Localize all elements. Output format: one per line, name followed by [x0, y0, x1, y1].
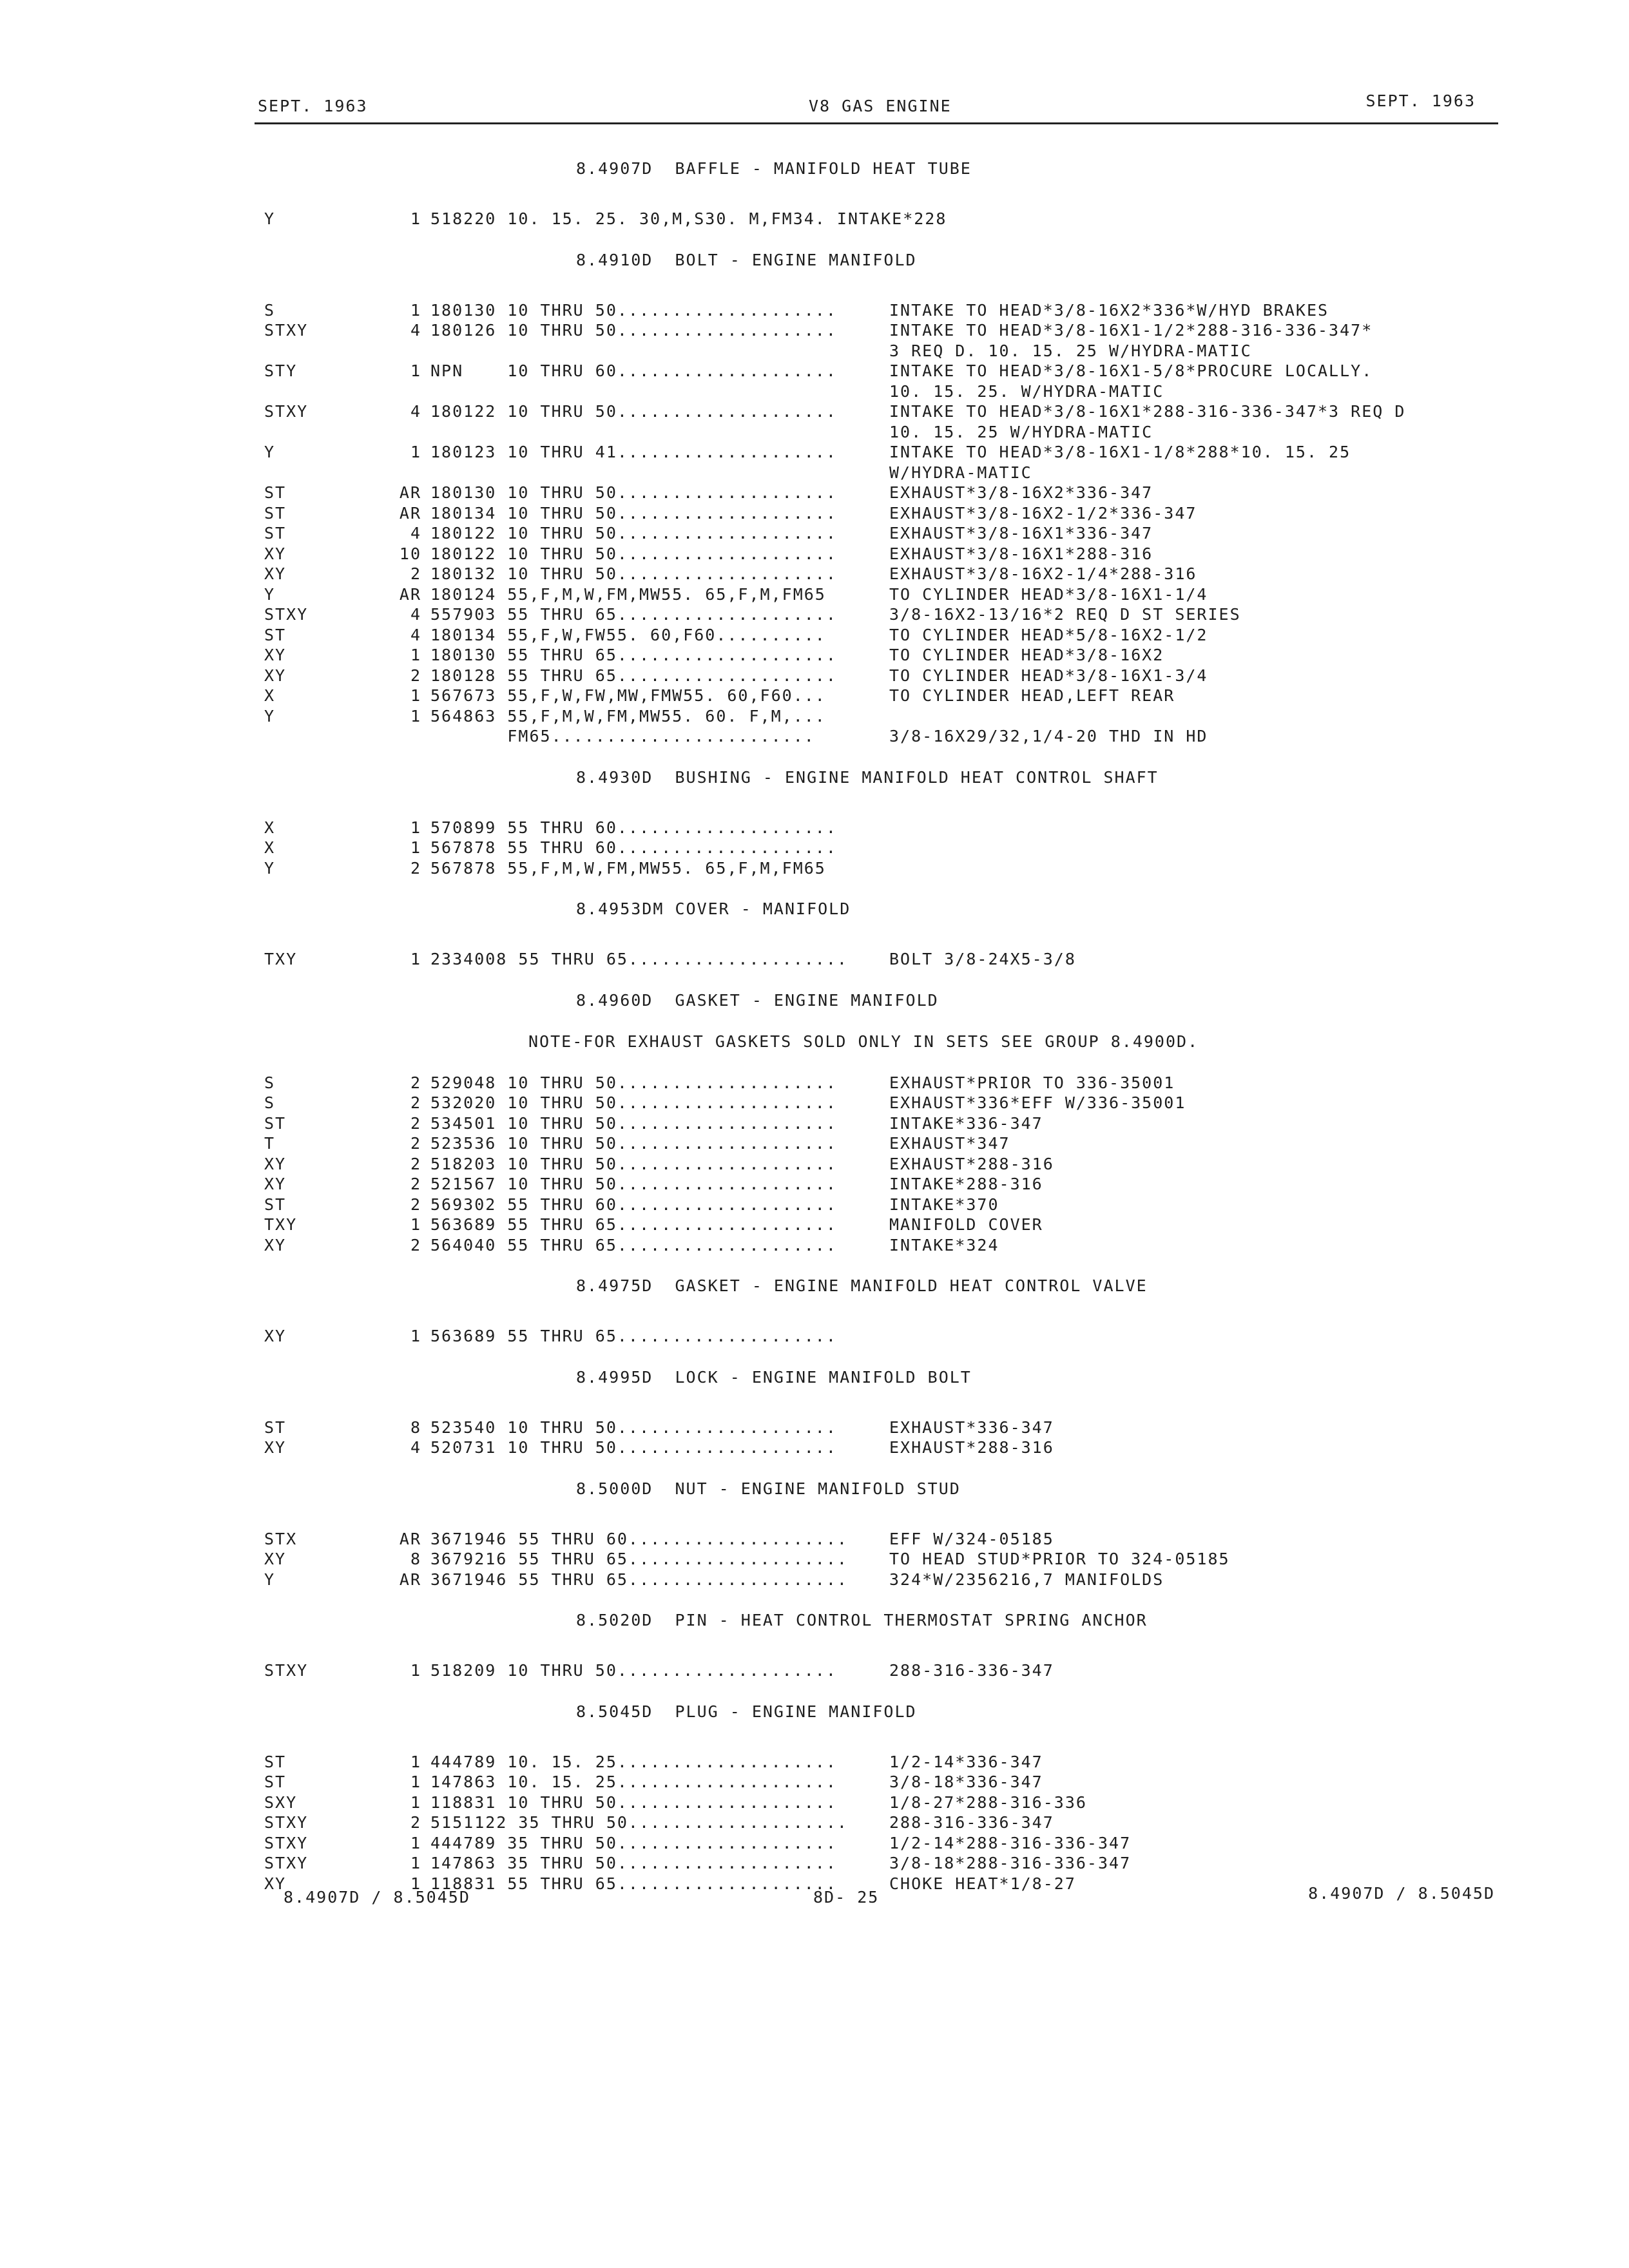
- section-heading: [264, 899, 1489, 941]
- section-title: 8.4953DM COVER - MANIFOLD: [576, 899, 851, 918]
- part-row: [264, 1570, 1489, 1591]
- model-codes: STY: [264, 361, 298, 380]
- section-title: 8.4960D GASKET - ENGINE MANIFOLD: [576, 990, 939, 1010]
- quantity: 2: [410, 1134, 421, 1153]
- model-codes: ST: [264, 1418, 287, 1437]
- part-row: [264, 524, 1489, 544]
- quantity: 1: [410, 361, 421, 380]
- model-codes: ST: [264, 1113, 287, 1133]
- quantity: 2: [410, 564, 421, 583]
- part-number-and-years: 520731 10 THRU 50....................: [430, 1438, 837, 1457]
- section-note: [264, 1032, 1489, 1073]
- quantity: AR: [399, 584, 421, 604]
- model-codes: X: [264, 818, 276, 837]
- part-number-and-years: 523536 10 THRU 50....................: [430, 1134, 837, 1153]
- part-row: [264, 402, 1489, 423]
- quantity: 8: [410, 1550, 421, 1568]
- spacer: [264, 970, 1489, 991]
- part-description: TO CYLINDER HEAD*3/8-16X1-1/4: [889, 584, 1208, 604]
- quantity: 2: [410, 1175, 421, 1193]
- section-heading: [264, 159, 1489, 200]
- quantity: 1: [410, 1773, 421, 1791]
- part-number-and-years: 518203 10 THRU 50....................: [430, 1154, 837, 1173]
- quantity: 1: [410, 1215, 421, 1234]
- part-description: 3 REQ D. 10. 15. 25 W/HYDRA-MATIC: [889, 341, 1252, 360]
- part-number-and-years: 567878 55 THRU 60....................: [430, 838, 837, 857]
- model-codes: STXY: [264, 1661, 309, 1680]
- part-description: EXHAUST*336-347: [889, 1418, 1054, 1437]
- part-description: CHOKE HEAT*1/8-27: [889, 1874, 1076, 1893]
- quantity: AR: [399, 483, 421, 502]
- model-codes: STXY: [264, 402, 309, 421]
- part-number-and-years: 180122 10 THRU 50....................: [430, 544, 837, 563]
- part-description: 288-316-336-347: [889, 1661, 1054, 1680]
- quantity: AR: [399, 1570, 421, 1589]
- part-number-and-years: 557903 55 THRU 65....................: [430, 605, 837, 624]
- quantity: 1: [410, 686, 421, 705]
- part-number-and-years: 180134 55,F,W,FW55. 60,F60..........: [430, 625, 826, 644]
- part-row: [264, 301, 1489, 322]
- part-number-and-years: 3671946 55 THRU 65....................: [430, 1570, 848, 1589]
- model-codes: XY: [264, 564, 287, 583]
- part-number-and-years: 523540 10 THRU 50....................: [430, 1418, 837, 1437]
- quantity: 1: [410, 706, 421, 726]
- part-row: [264, 1236, 1489, 1256]
- quantity: 4: [410, 321, 421, 340]
- header-date-right: SEPT. 1963: [1365, 91, 1476, 110]
- quantity: 1: [410, 443, 421, 461]
- model-codes: STXY: [264, 1833, 309, 1852]
- part-row: [264, 707, 1489, 727]
- section-heading: [264, 991, 1489, 1032]
- spacer: [264, 1256, 1489, 1276]
- model-codes: Y: [264, 1570, 276, 1589]
- quantity: 1: [410, 1854, 421, 1872]
- header-date-left: SEPT. 1963: [258, 97, 368, 115]
- part-row: [264, 1438, 1489, 1459]
- part-description: 1/2-14*288-316-336-347: [889, 1833, 1132, 1852]
- part-number-and-years: 180123 10 THRU 41....................: [430, 443, 837, 461]
- part-row: [264, 443, 1489, 463]
- model-codes: STXY: [264, 1854, 309, 1872]
- part-description: EXHAUST*336*EFF W/336-35001: [889, 1093, 1186, 1112]
- section-title: 8.4975D GASKET - ENGINE MANIFOLD HEAT CONTROL VALVE: [576, 1276, 1148, 1295]
- section-title: 8.4995D LOCK - ENGINE MANIFOLD BOLT: [576, 1367, 972, 1387]
- model-codes: XY: [264, 1550, 287, 1568]
- spacer: [264, 1347, 1489, 1368]
- model-codes: XY: [264, 544, 287, 563]
- model-codes: XY: [264, 1438, 287, 1457]
- model-codes: ST: [264, 524, 287, 543]
- quantity: 2: [410, 1113, 421, 1133]
- section-heading: [264, 1611, 1489, 1652]
- part-number-and-years: 444789 10. 15. 25....................: [430, 1752, 837, 1771]
- spacer: [264, 747, 1489, 768]
- section-heading: [264, 251, 1489, 292]
- quantity: 1: [410, 1792, 421, 1812]
- footer-range-right: 8.4907D / 8.5045D: [1308, 1884, 1495, 1903]
- part-row: [264, 209, 1489, 230]
- part-row: [264, 1530, 1489, 1550]
- part-row: [264, 727, 1489, 747]
- model-codes: TXY: [264, 950, 298, 968]
- part-description: BOLT 3/8-24X5-3/8: [889, 950, 1076, 968]
- part-description: 3/8-16X2-13/16*2 REQ D ST SERIES: [889, 605, 1241, 624]
- model-codes: XY: [264, 1235, 287, 1254]
- model-codes: T: [264, 1134, 276, 1153]
- quantity: 4: [410, 625, 421, 644]
- part-description: EXHAUST*288-316: [889, 1438, 1054, 1457]
- part-description: INTAKE TO HEAD*3/8-16X1*288-316-336-347*3 REQ D: [889, 402, 1406, 421]
- part-number-and-years: 3671946 55 THRU 60....................: [430, 1529, 848, 1548]
- part-description: EXHAUST*3/8-16X2*336-347: [889, 483, 1153, 502]
- part-row: [264, 483, 1489, 504]
- part-row: [264, 1215, 1489, 1236]
- spacer: [264, 230, 1489, 251]
- part-row: [264, 1773, 1489, 1793]
- model-codes: STX: [264, 1529, 298, 1548]
- model-codes: XY: [264, 1175, 287, 1193]
- spacer: [264, 200, 1489, 209]
- part-description: 10. 15. 25 W/HYDRA-MATIC: [889, 422, 1153, 441]
- section-heading: [264, 768, 1489, 809]
- quantity: 1: [410, 950, 421, 968]
- part-description: INTAKE TO HEAD*3/8-16X1-1/2*288-316-336-347*: [889, 321, 1373, 340]
- part-number-and-years: 147863 35 THRU 50....................: [430, 1854, 837, 1872]
- quantity: 2: [410, 1073, 421, 1092]
- footer-range-left: 8.4907D / 8.5045D: [284, 1888, 470, 1907]
- model-codes: ST: [264, 1195, 287, 1214]
- quantity: 2: [410, 666, 421, 685]
- part-row: [264, 1661, 1489, 1682]
- model-codes: TXY: [264, 1215, 298, 1234]
- part-number-and-years: 118831 10 THRU 50....................: [430, 1792, 837, 1812]
- part-row: [264, 666, 1489, 687]
- model-codes: Y: [264, 858, 276, 878]
- quantity: 1: [410, 300, 421, 320]
- quantity: 1: [410, 1327, 421, 1345]
- quantity: 4: [410, 402, 421, 421]
- model-codes: XY: [264, 1154, 287, 1173]
- quantity: 1: [410, 838, 421, 857]
- part-row: [264, 321, 1489, 341]
- section-heading: [264, 1479, 1489, 1521]
- part-row: [264, 686, 1489, 707]
- part-description: INTAKE*288-316: [889, 1175, 1043, 1193]
- part-description: 1/8-27*288-316-336: [889, 1792, 1087, 1812]
- section-title: 8.4907D BAFFLE - MANIFOLD HEAT TUBE: [576, 159, 972, 178]
- part-row: [264, 1327, 1489, 1347]
- spacer: [264, 1409, 1489, 1418]
- part-row: [264, 838, 1489, 859]
- page-number: 8D- 25: [813, 1888, 880, 1907]
- part-description: 288-316-336-347: [889, 1813, 1054, 1832]
- header-rule: [255, 122, 1498, 124]
- part-number-and-years: 3679216 55 THRU 65....................: [430, 1550, 848, 1568]
- section-title: 8.5020D PIN - HEAT CONTROL THERMOSTAT SPRING ANCHOR: [576, 1611, 1148, 1629]
- model-codes: STXY: [264, 605, 309, 624]
- part-number-and-years: 570899 55 THRU 60....................: [430, 818, 837, 837]
- model-codes: ST: [264, 625, 287, 644]
- part-number-and-years: 444789 35 THRU 50....................: [430, 1833, 837, 1852]
- section-heading: [264, 1276, 1489, 1318]
- spacer: [264, 1682, 1489, 1702]
- model-codes: S: [264, 300, 276, 320]
- section-title: 8.4910D BOLT - ENGINE MANIFOLD: [576, 250, 917, 269]
- model-codes: S: [264, 1093, 276, 1112]
- part-number-and-years: 567878 55,F,M,W,FM,MW55. 65,F,M,FM65: [430, 858, 826, 878]
- section-heading: [264, 1368, 1489, 1409]
- spacer: [264, 941, 1489, 950]
- part-number-and-years: 180130 10 THRU 50....................: [430, 300, 837, 320]
- page-header: [258, 91, 1495, 122]
- quantity: 4: [410, 1438, 421, 1457]
- spacer: [264, 1521, 1489, 1530]
- page-footer: [284, 1884, 1495, 1914]
- quantity: 2: [410, 1813, 421, 1832]
- quantity: 1: [410, 209, 421, 228]
- part-number-and-years: NPN 10 THRU 60....................: [430, 361, 837, 380]
- part-row: [264, 1418, 1489, 1439]
- part-row-continuation: [264, 382, 1489, 403]
- part-number-and-years: 180126 10 THRU 50....................: [430, 321, 837, 340]
- part-description: 324*W/2356216,7 MANIFOLDS: [889, 1570, 1164, 1589]
- model-codes: XY: [264, 646, 287, 664]
- model-codes: SXY: [264, 1792, 298, 1812]
- quantity: 1: [410, 818, 421, 837]
- part-number-and-years: 180128 55 THRU 65....................: [430, 666, 837, 685]
- header-title: V8 GAS ENGINE: [809, 97, 952, 115]
- part-row: [264, 859, 1489, 879]
- quantity: 2: [410, 858, 421, 878]
- part-description: INTAKE TO HEAD*3/8-16X1-5/8*PROCURE LOCALLY.: [889, 361, 1373, 380]
- part-number-and-years: 2334008 55 THRU 65....................: [430, 950, 848, 968]
- part-number-and-years: 563689 55 THRU 65....................: [430, 1215, 837, 1234]
- quantity: AR: [399, 503, 421, 523]
- model-codes: ST: [264, 1752, 287, 1771]
- model-codes: X: [264, 838, 276, 857]
- part-description: INTAKE*324: [889, 1235, 999, 1254]
- part-number-and-years: 521567 10 THRU 50....................: [430, 1175, 837, 1193]
- part-description: INTAKE TO HEAD*3/8-16X2*336*W/HYD BRAKES: [889, 300, 1329, 320]
- model-codes: Y: [264, 706, 276, 726]
- part-description: EXHAUST*PRIOR TO 336-35001: [889, 1073, 1175, 1092]
- part-description: TO CYLINDER HEAD*3/8-16X1-3/4: [889, 666, 1208, 685]
- model-codes: Y: [264, 443, 276, 461]
- part-description: EXHAUST*347: [889, 1134, 1010, 1153]
- part-description: INTAKE TO HEAD*3/8-16X1-1/8*288*10. 15. 25: [889, 443, 1351, 461]
- part-description: EFF W/324-05185: [889, 1529, 1054, 1548]
- part-description: 3/8-16X29/32,1/4-20 THD IN HD: [889, 727, 1208, 745]
- part-number-and-years: 180130 10 THRU 50....................: [430, 483, 837, 502]
- model-codes: STXY: [264, 1813, 309, 1832]
- part-row: [264, 1114, 1489, 1135]
- part-row: [264, 1854, 1489, 1874]
- quantity: 2: [410, 1154, 421, 1173]
- part-row: [264, 1550, 1489, 1570]
- part-row: [264, 1073, 1489, 1094]
- model-codes: ST: [264, 503, 287, 523]
- part-number-and-years: 5151122 35 THRU 50....................: [430, 1813, 848, 1832]
- part-description: TO HEAD STUD*PRIOR TO 324-05185: [889, 1550, 1230, 1568]
- quantity: 8: [410, 1418, 421, 1437]
- quantity: 1: [410, 1874, 421, 1893]
- part-description: INTAKE*370: [889, 1195, 999, 1214]
- quantity: 4: [410, 524, 421, 543]
- part-description: TO CYLINDER HEAD,LEFT REAR: [889, 686, 1175, 705]
- part-number-and-years: 564863 55,F,M,W,FM,MW55. 60. F,M,...: [430, 706, 826, 726]
- part-row: [264, 1813, 1489, 1834]
- quantity: AR: [399, 1529, 421, 1548]
- part-row: [264, 950, 1489, 970]
- part-row: [264, 1134, 1489, 1155]
- part-row: [264, 646, 1489, 666]
- part-number-and-years: 118831 55 THRU 65....................: [430, 1874, 837, 1893]
- spacer: [264, 1459, 1489, 1479]
- quantity: 1: [410, 1833, 421, 1852]
- part-description: 10. 15. 25. W/HYDRA-MATIC: [889, 381, 1164, 401]
- note-text: NOTE-FOR EXHAUST GASKETS SOLD ONLY IN SETS SEE GROUP 8.4900D.: [528, 1032, 1199, 1051]
- part-number-and-years: 180132 10 THRU 50....................: [430, 564, 837, 583]
- model-codes: ST: [264, 483, 287, 502]
- part-row: [264, 605, 1489, 626]
- model-codes: X: [264, 686, 276, 705]
- part-row: [264, 504, 1489, 524]
- part-number-and-years: 518220 10. 15. 25. 30,M,S30. M,FM34. INTAKE*228: [430, 209, 947, 228]
- part-number-and-years: 518209 10 THRU 50....................: [430, 1661, 837, 1680]
- model-codes: XY: [264, 1874, 287, 1893]
- part-row: [264, 1793, 1489, 1814]
- part-description: EXHAUST*3/8-16X2-1/4*288-316: [889, 564, 1197, 583]
- part-description: 3/8-18*288-316-336-347: [889, 1854, 1132, 1872]
- spacer: [264, 879, 1489, 899]
- part-description: TO CYLINDER HEAD*5/8-16X2-1/2: [889, 625, 1208, 644]
- quantity: 10: [399, 544, 421, 563]
- part-row-continuation: [264, 423, 1489, 443]
- part-number-and-years: 180124 55,F,M,W,FM,MW55. 65,F,M,FM65: [430, 584, 826, 604]
- spacer: [264, 1652, 1489, 1661]
- part-number-and-years: 534501 10 THRU 50....................: [430, 1113, 837, 1133]
- spacer: [264, 1744, 1489, 1753]
- part-description: EXHAUST*3/8-16X1*336-347: [889, 524, 1153, 543]
- quantity: 4: [410, 605, 421, 624]
- part-number-and-years: 180130 55 THRU 65....................: [430, 646, 837, 664]
- part-row: [264, 585, 1489, 606]
- quantity: 1: [410, 646, 421, 664]
- part-number-and-years: 180122 10 THRU 50....................: [430, 402, 837, 421]
- model-codes: S: [264, 1073, 276, 1092]
- part-description: MANIFOLD COVER: [889, 1215, 1043, 1234]
- part-row: [264, 1093, 1489, 1114]
- part-number-and-years: 180134 10 THRU 50....................: [430, 503, 837, 523]
- parts-list: [264, 159, 1489, 1915]
- model-codes: XY: [264, 1327, 287, 1345]
- part-row: [264, 544, 1489, 565]
- part-description: EXHAUST*288-316: [889, 1154, 1054, 1173]
- part-row: [264, 1155, 1489, 1175]
- spacer: [264, 809, 1489, 818]
- part-number-and-years: 532020 10 THRU 50....................: [430, 1093, 837, 1112]
- part-description: INTAKE*336-347: [889, 1113, 1043, 1133]
- part-number-and-years: 529048 10 THRU 50....................: [430, 1073, 837, 1092]
- part-number-and-years: 147863 10. 15. 25....................: [430, 1773, 837, 1791]
- part-row: [264, 626, 1489, 646]
- model-codes: XY: [264, 666, 287, 685]
- part-description: 3/8-18*336-347: [889, 1773, 1043, 1791]
- spacer: [264, 292, 1489, 301]
- part-number-and-years: 563689 55 THRU 65....................: [430, 1327, 837, 1345]
- quantity: 2: [410, 1235, 421, 1254]
- part-description: TO CYLINDER HEAD*3/8-16X2: [889, 646, 1164, 664]
- part-row: [264, 1753, 1489, 1773]
- part-description: EXHAUST*3/8-16X2-1/2*336-347: [889, 503, 1197, 523]
- part-number-and-years: 180122 10 THRU 50....................: [430, 524, 837, 543]
- section-title: 8.4930D BUSHING - ENGINE MANIFOLD HEAT CONTROL SHAFT: [576, 767, 1159, 787]
- part-description: EXHAUST*3/8-16X1*288-316: [889, 544, 1153, 563]
- section-title: 8.5000D NUT - ENGINE MANIFOLD STUD: [576, 1479, 961, 1498]
- quantity: 1: [410, 1752, 421, 1771]
- part-number-and-years: 564040 55 THRU 65....................: [430, 1235, 837, 1254]
- part-description: W/HYDRA-MATIC: [889, 463, 1032, 482]
- part-row-continuation: [264, 341, 1489, 362]
- spacer: [264, 1318, 1489, 1327]
- model-codes: STXY: [264, 321, 309, 340]
- model-codes: ST: [264, 1773, 287, 1791]
- part-row: [264, 1834, 1489, 1854]
- part-number-and-years: 567673 55,F,W,FW,MW,FMW55. 60,F60...: [430, 686, 826, 705]
- part-number-and-years: 569302 55 THRU 60....................: [430, 1195, 837, 1214]
- quantity: 2: [410, 1195, 421, 1214]
- part-row: [264, 818, 1489, 839]
- part-description: 1/2-14*336-347: [889, 1752, 1043, 1771]
- part-row: [264, 361, 1489, 382]
- quantity: 1: [410, 1661, 421, 1680]
- section-heading: [264, 1702, 1489, 1744]
- part-row-continuation: [264, 463, 1489, 484]
- quantity: 2: [410, 1093, 421, 1112]
- model-codes: Y: [264, 584, 276, 604]
- part-row: [264, 1175, 1489, 1195]
- section-title: 8.5045D PLUG - ENGINE MANIFOLD: [576, 1702, 917, 1721]
- part-row: [264, 564, 1489, 585]
- spacer: [264, 1590, 1489, 1611]
- part-number-and-years: FM65........................: [430, 727, 815, 745]
- part-row: [264, 1195, 1489, 1216]
- model-codes: Y: [264, 209, 276, 228]
